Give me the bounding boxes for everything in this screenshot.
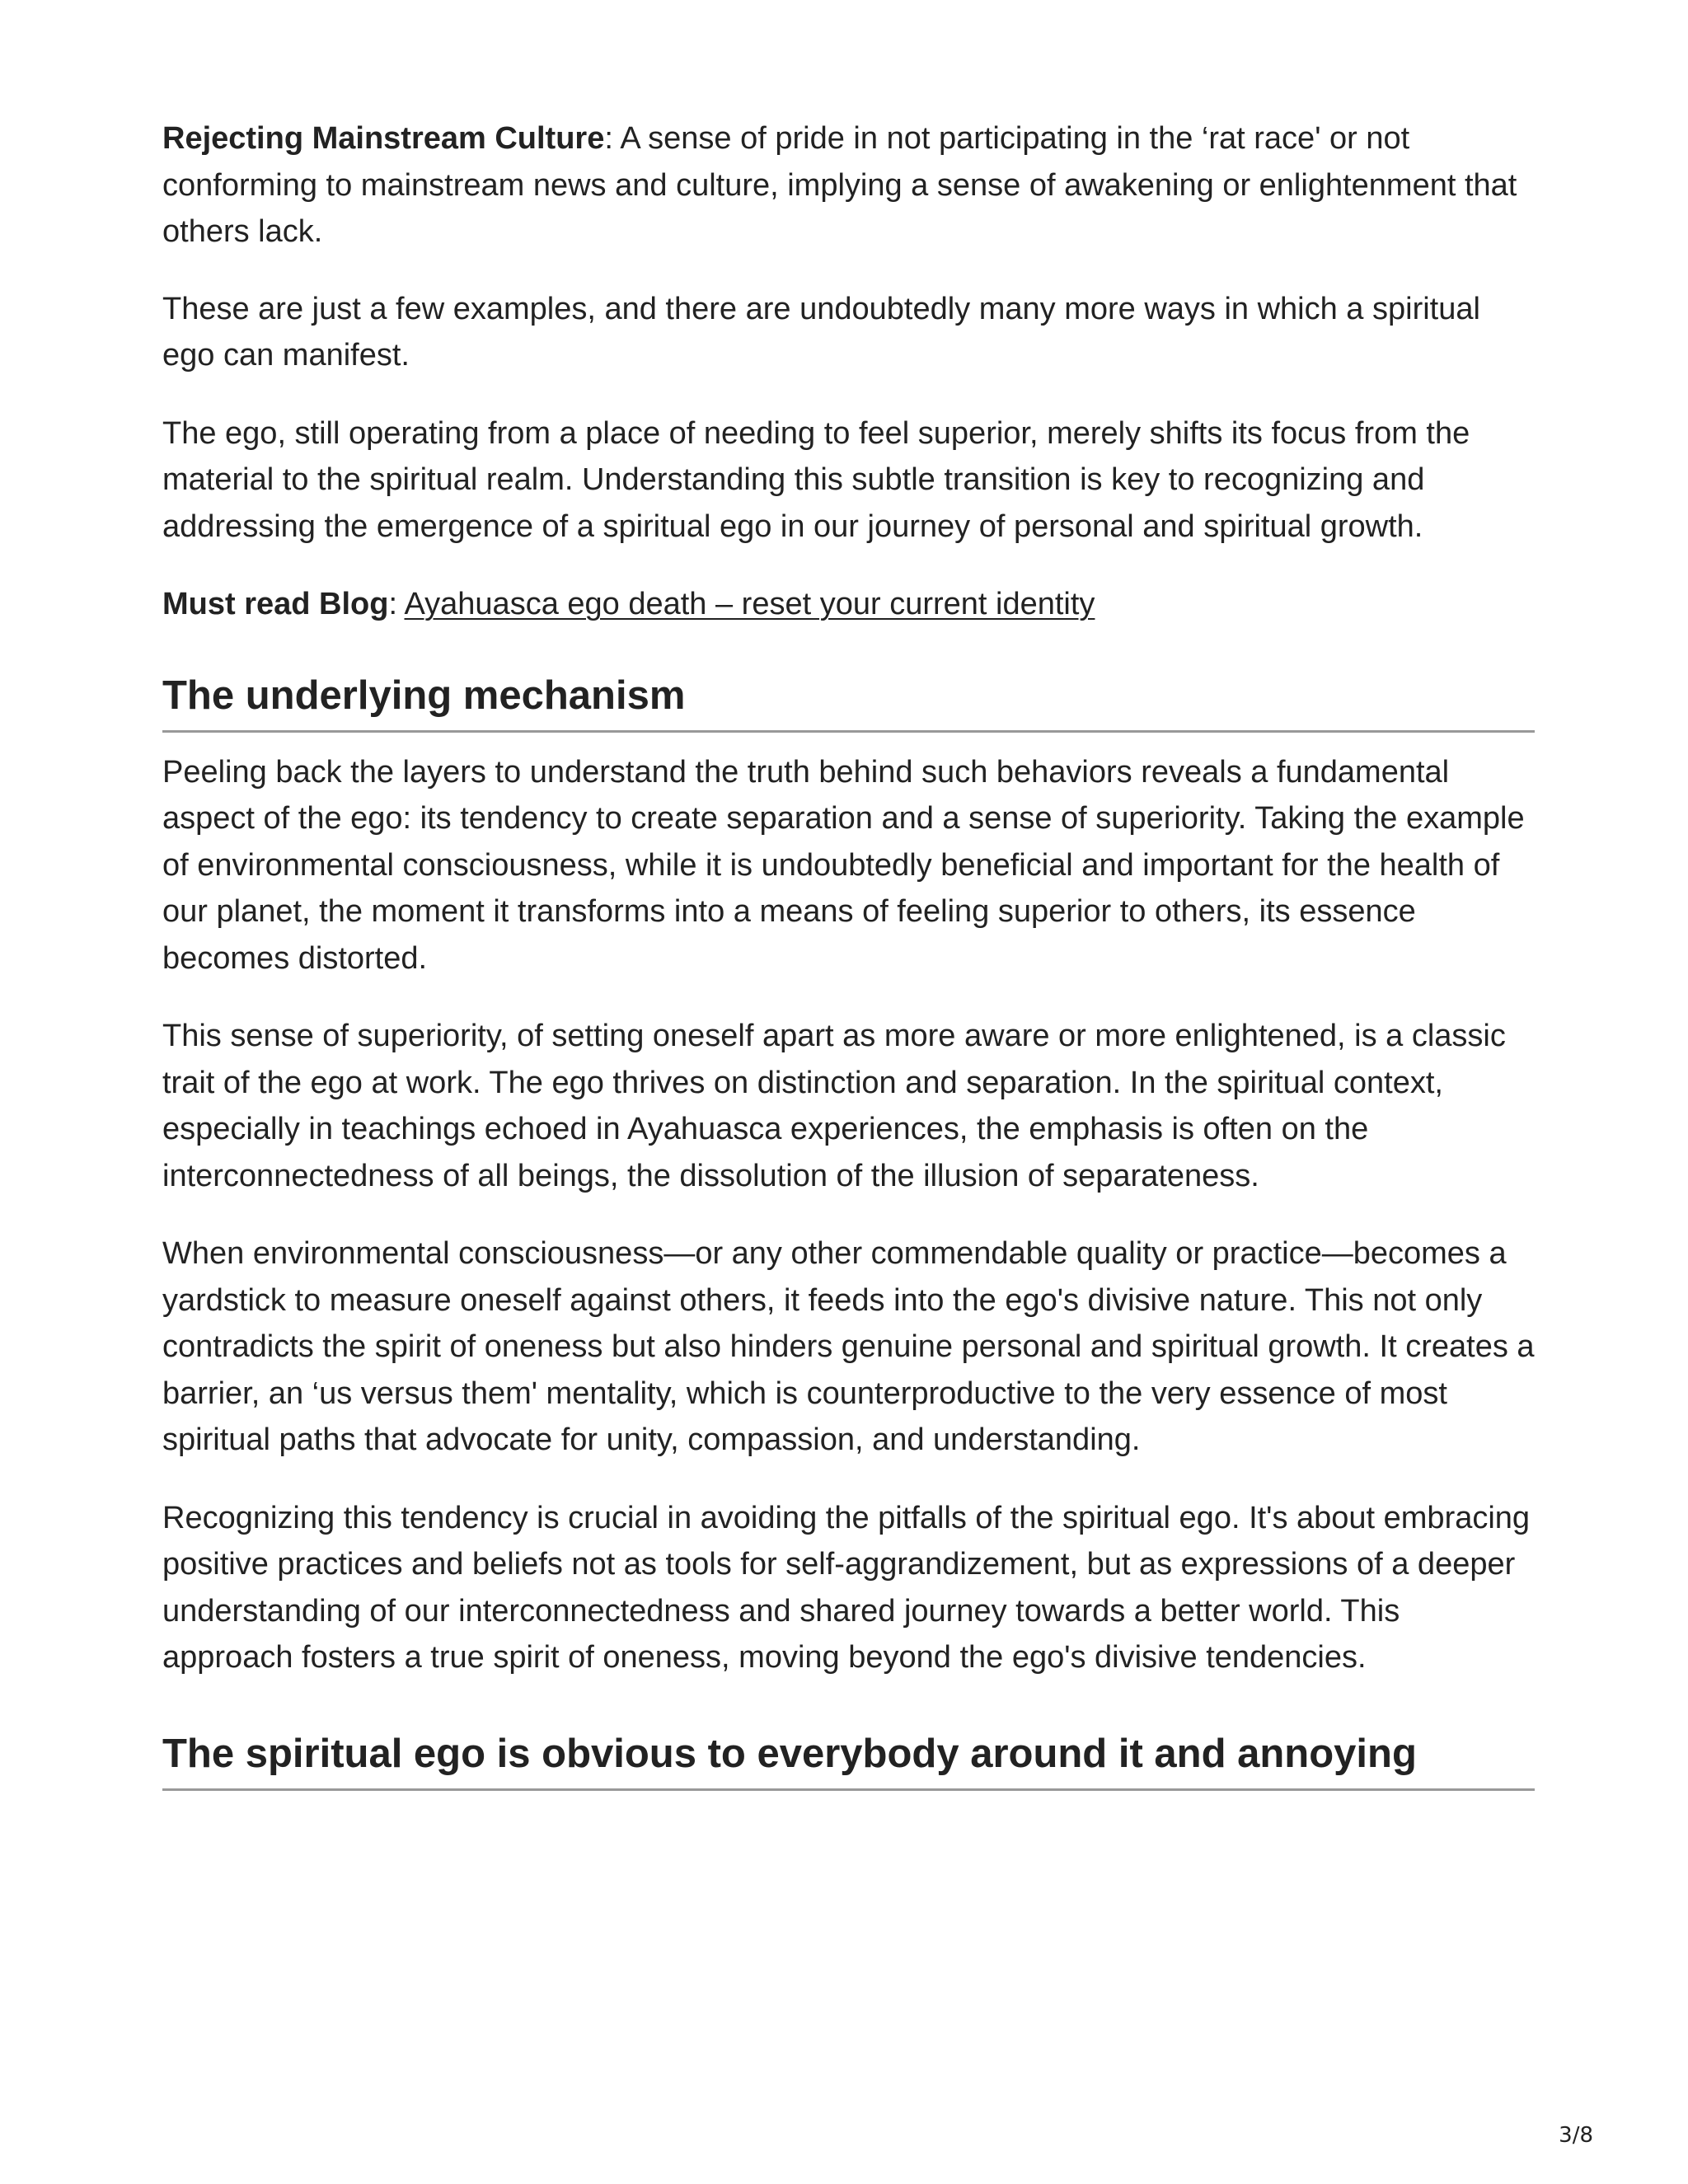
must-read-line (162, 581, 1535, 628)
paragraph-examples: These are just a few examples, and there are undoubtedly many more ways in which a spiritual ego can manifest. (162, 291, 1480, 373)
must-read-label: Must read Blog (162, 587, 389, 621)
heading-spiritual-ego-obvious: The spiritual ego is obvious to everybody around it and annoying (162, 1729, 1535, 1791)
paragraph-peeling-back: Peeling back the layers to understand the truth behind such behaviors reveals a fundamental aspect of the ego: its tendency to create separation and a sense of superiority. Taking the example of environmental consciousness, while it is undoubtedly beneficial and important for the health of our planet, the moment it transforms into a means of feeling superior to others, its essence becomes distorted. (162, 754, 1525, 976)
heading-underlying-mechanism: The underlying mechanism (162, 671, 1535, 733)
must-read-link[interactable]: Ayahuasca ego death – reset your current identity (404, 587, 1095, 621)
paragraph-environmental: When environmental consciousness—or any other commendable quality or practice—becomes a yardstick to measure oneself against others, it feeds into the ego's divisive nature. This not only contradicts the spirit of oneness but also hinders genuine personal and spiritual growth. It creates a barrier, an ‘us versus them' mentality, which is counterproductive to the very essence of most spiritual paths that advocate for unity, compassion, and understanding. (162, 1236, 1535, 1457)
paragraph-ego-shift: The ego, still operating from a place of needing to feel superior, merely shifts its focus from the material to the spiritual realm. Understanding this subtle transition is key to recognizing and addressing the emergence of a spiritual ego in our journey of personal and spiritual growth. (162, 415, 1470, 544)
paragraph-rejecting-mainstream (162, 115, 1535, 255)
paragraph-text: : A sense of pride in not participating in the ‘rat race' or not conforming to mainstream news and culture, implying a sense of awakening or enlightenment that others lack. (162, 121, 1517, 249)
must-read-separator: : (388, 587, 405, 621)
page-number: 3/8 (1559, 2123, 1593, 2148)
paragraph-superiority: This sense of superiority, of setting oneself apart as more aware or more enlightened, is a classic trait of the ego at work. The ego thrives on distinction and separation. In the spiritual context, especially in teachings echoed in Ayahuasca experiences, the emphasis is often on the interconnectedness of all beings, the dissolution of the illusion of separateness. (162, 1019, 1506, 1193)
bold-lead-rejecting-mainstream: Rejecting Mainstream Culture (162, 121, 605, 156)
paragraph-recognizing: Recognizing this tendency is crucial in avoiding the pitfalls of the spiritual ego. It's about embracing positive practices and beliefs not as tools for self-aggrandizement, but as expressions of a deeper understanding of our interconnectedness and shared journey towards a better world. This approach fosters a true spirit of oneness, moving beyond the ego's divisive tendencies. (162, 1500, 1531, 1675)
article-body (162, 115, 1535, 1807)
